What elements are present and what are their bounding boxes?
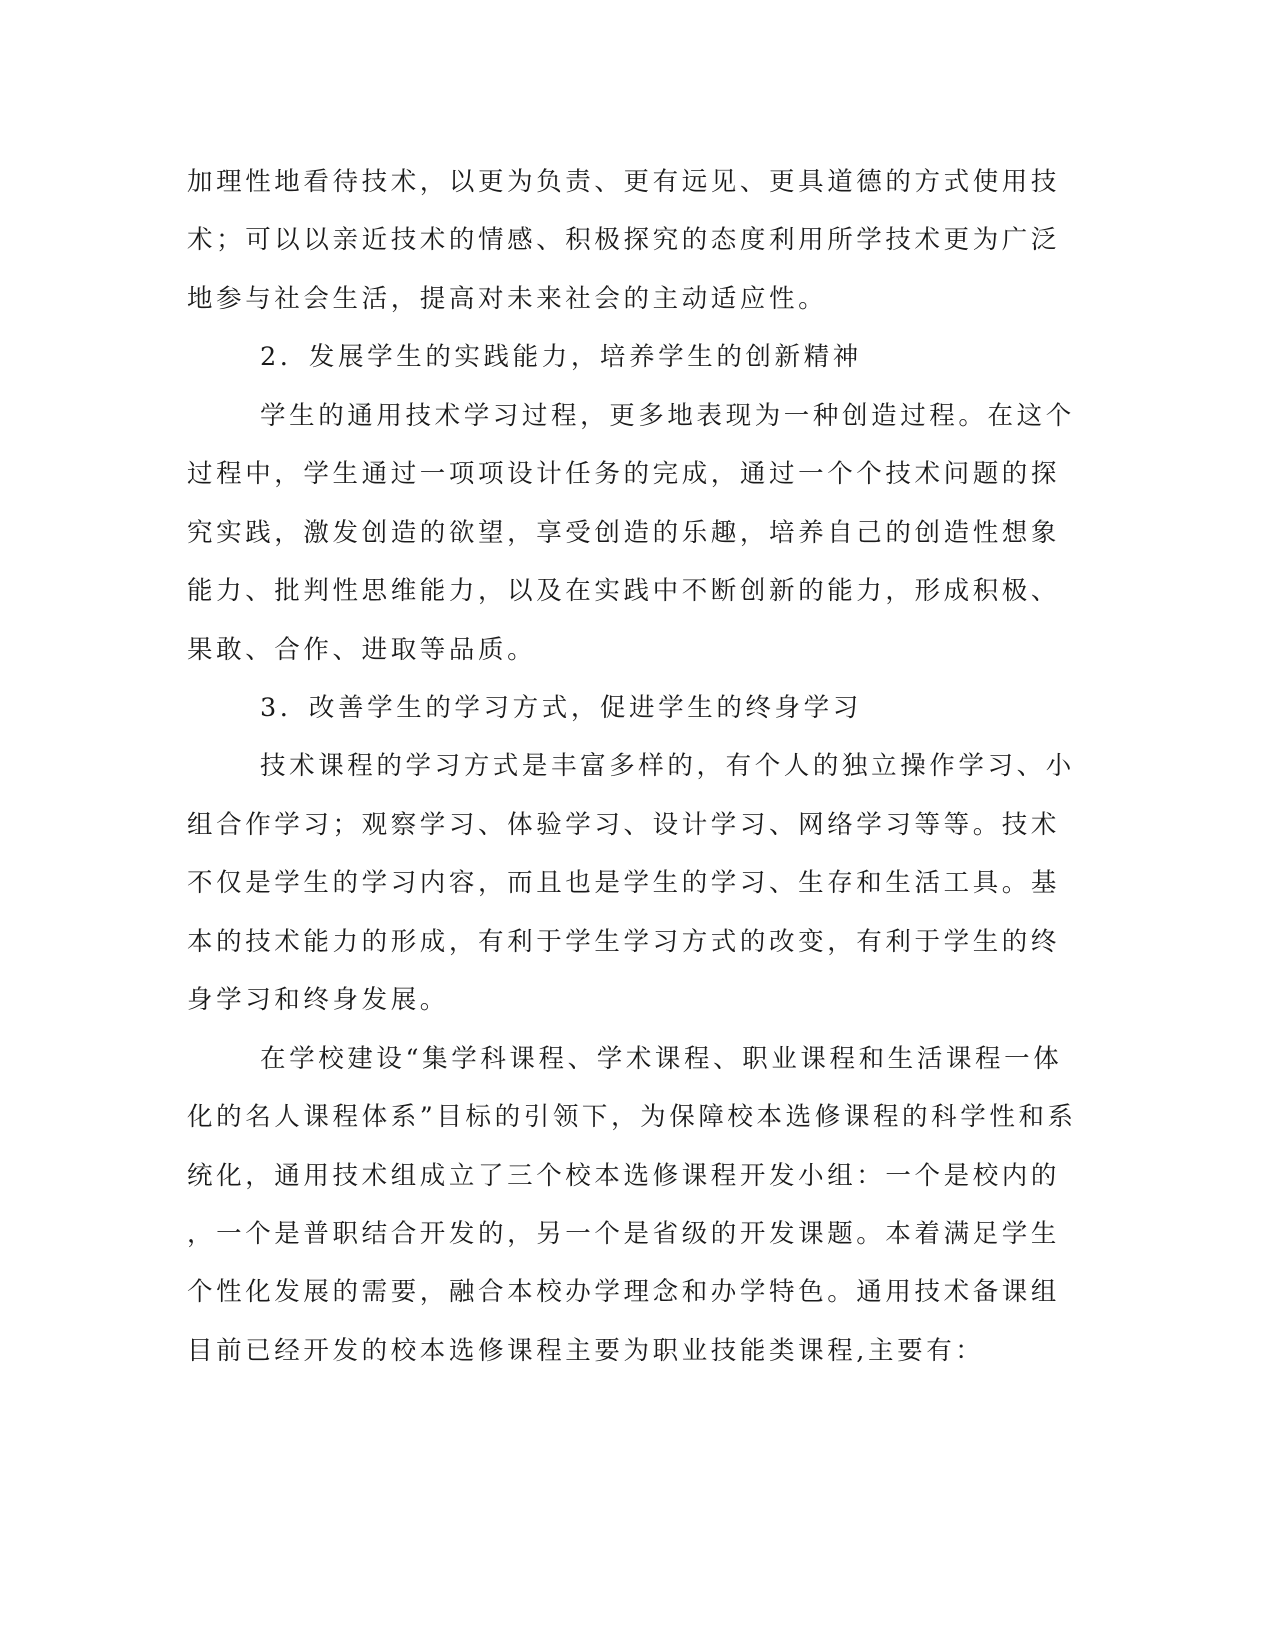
text-line: 学生的通用技术学习过程，更多地表现为一种创造过程。在这个 bbox=[260, 401, 1075, 431]
text-line: 能力、批判性思维能力，以及在实践中不断创新的能力，形成积极、 bbox=[187, 576, 1061, 606]
text-line: 身学习和终身发展。 bbox=[187, 985, 449, 1015]
section-heading: 3．改善学生的学习方式，促进学生的终身学习 bbox=[260, 693, 862, 723]
text-line: 技术课程的学习方式是丰富多样的，有个人的独立操作学习、小 bbox=[260, 751, 1075, 781]
text-line: 目前已经开发的校本选修课程主要为职业技能类课程,主要有： bbox=[187, 1336, 985, 1366]
text-line: 统化，通用技术组成立了三个校本选修课程开发小组：一个是校内的 bbox=[187, 1161, 1061, 1191]
text-line: ，一个是普职结合开发的，另一个是省级的开发课题。本着满足学生 bbox=[187, 1219, 1061, 1249]
text-line: 究实践，激发创造的欲望，享受创造的乐趣，培养自己的创造性想象 bbox=[187, 518, 1061, 548]
text-line: 果敢、合作、进取等品质。 bbox=[187, 635, 537, 665]
text-line: 在学校建设“集学科课程、学术课程、职业课程和生活课程一体 bbox=[260, 1044, 1063, 1074]
text-line: 加理性地看待技术，以更为负责、更有远见、更具道德的方式使用技 bbox=[187, 167, 1061, 197]
text-line: 过程中，学生通过一项项设计任务的完成，通过一个个技术问题的探 bbox=[187, 459, 1061, 489]
section-heading: 2．发展学生的实践能力，培养学生的创新精神 bbox=[260, 342, 862, 372]
text-line: 地参与社会生活，提高对未来社会的主动适应性。 bbox=[187, 284, 828, 314]
text-line: 个性化发展的需要，融合本校办学理念和办学特色。通用技术备课组 bbox=[187, 1277, 1061, 1307]
text-line: 术；可以以亲近技术的情感、积极探究的态度利用所学技术更为广泛 bbox=[187, 225, 1061, 255]
text-line: 化的名人课程体系”目标的引领下，为保障校本选修课程的科学性和系 bbox=[187, 1102, 1077, 1132]
text-line: 本的技术能力的形成，有利于学生学习方式的改变，有利于学生的终 bbox=[187, 927, 1061, 957]
text-line: 组合作学习；观察学习、体验学习、设计学习、网络学习等等。技术 bbox=[187, 810, 1061, 840]
text-line: 不仅是学生的学习内容，而且也是学生的学习、生存和生活工具。基 bbox=[187, 868, 1061, 898]
